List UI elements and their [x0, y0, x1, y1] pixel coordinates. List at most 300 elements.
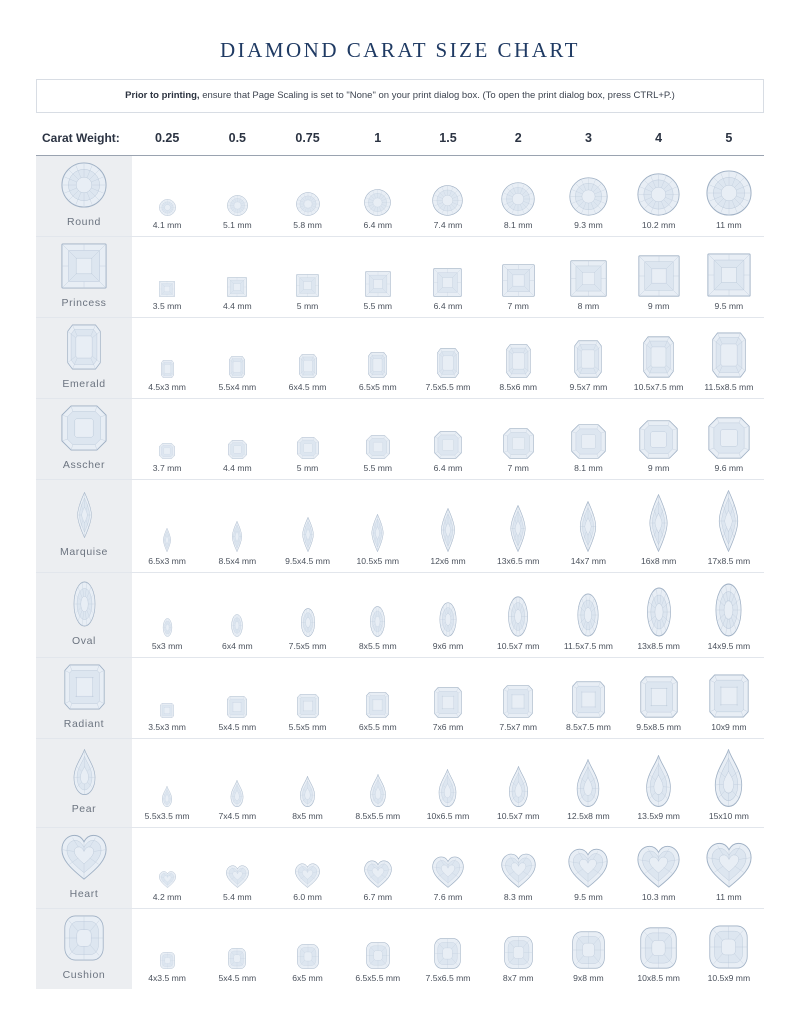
diamond-illustration — [696, 836, 762, 888]
diamond-illustration — [555, 668, 621, 718]
diamond-size-cell — [553, 399, 623, 480]
diamond-illustration — [626, 164, 692, 216]
diamond-illustration — [485, 836, 551, 888]
diamond-illustration — [626, 919, 692, 969]
diamond-dimension-label: 9.5x8.5 mm — [636, 722, 682, 733]
cushion-diamond-icon — [228, 948, 246, 969]
diamond-illustration — [485, 164, 551, 216]
oval-diamond-icon — [642, 587, 676, 637]
diamond-size-cell — [202, 573, 272, 658]
diamond-size-cell — [483, 739, 553, 828]
table-row — [36, 399, 764, 480]
oval-diamond-icon — [367, 606, 388, 637]
diamond-size-cell — [343, 480, 413, 573]
diamond-illustration — [485, 484, 551, 552]
diamond-illustration — [555, 484, 621, 552]
diamond-dimension-label: 6.5x5.5 mm — [355, 973, 401, 984]
diamond-size-cell — [694, 318, 764, 399]
diamond-size-cell — [624, 739, 694, 828]
diamond-illustration — [204, 484, 270, 552]
radiant-diamond-icon — [297, 694, 319, 718]
diamond-illustration — [696, 668, 762, 718]
page-title: DIAMOND CARAT SIZE CHART — [220, 38, 580, 62]
oval-diamond-icon — [298, 608, 318, 637]
diamond-size-cell — [624, 828, 694, 909]
pear-diamond-icon — [641, 755, 676, 807]
diamond-size-cell — [624, 909, 694, 990]
diamond-illustration — [626, 411, 692, 459]
diamond-size-cell — [202, 237, 272, 318]
diamond-dimension-label: 13.5x9 mm — [637, 811, 680, 822]
diamond-dimension-label: 8x5.5 mm — [358, 641, 397, 652]
diamond-illustration — [485, 743, 551, 807]
princess-diamond-icon — [433, 268, 462, 297]
emerald-diamond-icon — [643, 336, 674, 378]
heart-diamond-icon — [159, 871, 176, 888]
diamond-illustration — [555, 411, 621, 459]
diamond-size-cell — [413, 909, 483, 990]
diamond-size-cell — [483, 909, 553, 990]
diamond-size-cell — [132, 909, 202, 990]
shape-cell — [36, 156, 132, 237]
diamond-size-cell — [343, 828, 413, 909]
table-row — [36, 739, 764, 828]
carat-column-header: 4 — [655, 131, 663, 146]
diamond-dimension-label: 6.4 mm — [433, 301, 463, 312]
diamond-illustration — [134, 247, 200, 297]
diamond-illustration — [345, 411, 411, 459]
diamond-illustration — [134, 411, 200, 459]
carat-column-header: 0.25 — [154, 131, 180, 146]
diamond-dimension-label: 9.5 mm — [714, 301, 744, 312]
cushion-diamond-icon — [434, 938, 461, 969]
diamond-illustration — [274, 668, 340, 718]
diamond-dimension-label: 13x6.5 mm — [496, 556, 540, 567]
round-diamond-icon — [569, 177, 608, 216]
shape-name-label: Princess — [61, 297, 107, 310]
diamond-illustration — [345, 668, 411, 718]
diamond-dimension-label: 10.5x7 mm — [496, 641, 540, 652]
diamond-dimension-label: 11.5x7.5 mm — [563, 641, 613, 652]
diamond-dimension-label: 4.2 mm — [152, 892, 182, 903]
diamond-size-cell — [694, 909, 764, 990]
princess-diamond-icon — [707, 253, 751, 297]
diamond-size-cell — [343, 909, 413, 990]
diamond-size-cell — [413, 156, 483, 237]
diamond-illustration — [345, 326, 411, 378]
diamond-dimension-label: 8.5x6 mm — [499, 382, 538, 393]
pear-diamond-icon — [435, 769, 460, 807]
diamond-dimension-label: 9 mm — [647, 301, 670, 312]
diamond-illustration — [134, 326, 200, 378]
diamond-dimension-label: 6x5.5 mm — [358, 722, 397, 733]
diamond-dimension-label: 7.5x5 mm — [288, 641, 327, 652]
princess-diamond-icon — [638, 255, 680, 297]
round-diamond-icon — [432, 185, 463, 216]
table-body — [36, 156, 764, 990]
diamond-dimension-label: 6.4 mm — [363, 220, 393, 231]
princess-diamond-icon — [159, 281, 175, 297]
oval-diamond-icon — [710, 583, 747, 637]
diamond-dimension-label: 6x4.5 mm — [288, 382, 327, 393]
diamond-illustration — [626, 326, 692, 378]
diamond-size-cell — [272, 318, 342, 399]
diamond-illustration — [415, 326, 481, 378]
diamond-size-cell — [202, 318, 272, 399]
radiant-diamond-icon — [709, 674, 749, 718]
oval-diamond-icon — [504, 596, 532, 637]
diamond-illustration — [485, 577, 551, 637]
diamond-dimension-label: 5.4 mm — [223, 892, 252, 903]
diamond-dimension-label: 5x3 mm — [151, 641, 183, 652]
asscher-diamond-icon — [571, 424, 606, 459]
diamond-size-cell — [343, 318, 413, 399]
shape-name-label: Oval — [72, 635, 96, 648]
diamond-dimension-label: 5.5x3.5 mm — [144, 811, 190, 822]
diamond-dimension-label: 9.6 mm — [714, 463, 744, 474]
diamond-dimension-label: 4.1 mm — [152, 220, 182, 231]
diamond-size-cell — [413, 399, 483, 480]
radiant-diamond-icon — [160, 703, 174, 718]
diamond-size-cell — [694, 480, 764, 573]
asscher-diamond-icon — [434, 431, 462, 459]
diamond-size-cell — [483, 480, 553, 573]
diamond-illustration — [626, 743, 692, 807]
diamond-size-cell — [483, 399, 553, 480]
heart-diamond-icon — [568, 848, 608, 888]
carat-size-table — [36, 127, 764, 989]
cushion-diamond-icon — [709, 925, 748, 969]
diamond-dimension-label: 8x5 mm — [292, 811, 323, 822]
cushion-diamond-icon — [160, 952, 175, 969]
diamond-dimension-label: 10.5x5 mm — [356, 556, 400, 567]
diamond-illustration — [555, 164, 621, 216]
diamond-size-cell — [553, 573, 623, 658]
shape-cell — [36, 399, 132, 480]
marquise-diamond-icon — [368, 514, 387, 552]
princess-diamond-icon — [227, 277, 247, 297]
princess-diamond-icon — [365, 271, 391, 297]
diamond-dimension-label: 9 mm — [647, 463, 670, 474]
diamond-size-cell — [272, 739, 342, 828]
diamond-size-cell — [202, 399, 272, 480]
diamond-size-cell — [343, 156, 413, 237]
shape-cell — [36, 573, 132, 658]
diamond-illustration — [134, 919, 200, 969]
diamond-illustration — [415, 836, 481, 888]
radiant-diamond-icon — [366, 692, 389, 718]
diamond-illustration — [274, 411, 340, 459]
diamond-illustration — [274, 836, 340, 888]
table-header-row — [36, 127, 764, 156]
diamond-size-cell — [624, 318, 694, 399]
emerald-diamond-icon — [368, 352, 387, 378]
diamond-dimension-label: 9.5x4.5 mm — [285, 556, 330, 567]
table-row — [36, 237, 764, 318]
diamond-illustration — [696, 484, 762, 552]
marquise-diamond-icon — [575, 501, 601, 552]
diamond-illustration — [274, 247, 340, 297]
marquise-diamond-icon — [229, 521, 245, 552]
diamond-illustration — [555, 919, 621, 969]
diamond-illustration — [204, 164, 270, 216]
diamond-illustration — [485, 411, 551, 459]
diamond-dimension-label: 17x8.5 mm — [707, 556, 751, 567]
cushion-diamond-icon — [64, 915, 104, 961]
diamond-illustration — [415, 411, 481, 459]
diamond-dimension-label: 7.5x7 mm — [499, 722, 538, 733]
diamond-dimension-label: 11.5x8.5 mm — [704, 382, 754, 393]
diamond-illustration — [415, 577, 481, 637]
diamond-dimension-label: 10.2 mm — [641, 220, 676, 231]
diamond-illustration — [204, 247, 270, 297]
diamond-dimension-label: 9.5x7 mm — [569, 382, 608, 393]
diamond-illustration — [555, 836, 621, 888]
cushion-diamond-icon — [572, 931, 605, 969]
diamond-size-cell — [413, 828, 483, 909]
radiant-diamond-icon — [572, 681, 605, 718]
diamond-size-cell — [272, 480, 342, 573]
diamond-dimension-label: 4x3.5 mm — [148, 973, 186, 984]
diamond-dimension-label: 7 mm — [507, 463, 529, 474]
diamond-dimension-label: 6.0 mm — [293, 892, 322, 903]
cushion-diamond-icon — [366, 942, 390, 969]
diamond-illustration — [345, 577, 411, 637]
diamond-dimension-label: 10x9 mm — [711, 722, 747, 733]
table-row — [36, 480, 764, 573]
heart-diamond-icon — [295, 863, 320, 888]
diamond-dimension-label: 5.1 mm — [223, 220, 252, 231]
diamond-size-cell — [343, 399, 413, 480]
diamond-size-cell — [483, 573, 553, 658]
diamond-size-cell — [553, 828, 623, 909]
diamond-size-cell — [694, 237, 764, 318]
diamond-illustration — [415, 743, 481, 807]
diamond-size-cell — [694, 739, 764, 828]
diamond-illustration — [626, 577, 692, 637]
diamond-illustration — [555, 743, 621, 807]
diamond-dimension-label: 15x10 mm — [708, 811, 749, 822]
diamond-illustration — [485, 668, 551, 718]
emerald-diamond-icon — [437, 348, 459, 378]
asscher-diamond-icon — [159, 443, 175, 459]
diamond-illustration — [415, 919, 481, 969]
oval-diamond-icon — [69, 581, 100, 627]
diamond-size-cell — [202, 480, 272, 573]
diamond-size-cell — [343, 237, 413, 318]
diamond-dimension-label: 8.3 mm — [503, 892, 533, 903]
diamond-size-cell — [343, 658, 413, 739]
diamond-dimension-label: 6.7 mm — [363, 892, 393, 903]
round-diamond-icon — [501, 182, 535, 216]
round-diamond-icon — [159, 199, 176, 216]
diamond-size-cell — [202, 658, 272, 739]
shape-cell — [36, 909, 132, 990]
emerald-diamond-icon — [506, 344, 531, 378]
diamond-illustration — [204, 668, 270, 718]
shape-cell — [36, 318, 132, 399]
diamond-size-cell — [483, 237, 553, 318]
diamond-size-cell — [132, 237, 202, 318]
diamond-size-cell — [132, 828, 202, 909]
diamond-illustration — [415, 484, 481, 552]
shape-name-label: Round — [67, 216, 101, 229]
diamond-size-cell — [483, 156, 553, 237]
asscher-diamond-icon — [639, 420, 678, 459]
diamond-size-cell — [413, 658, 483, 739]
diamond-illustration — [696, 326, 762, 378]
print-notice — [36, 79, 764, 113]
diamond-illustration — [696, 577, 762, 637]
diamond-dimension-label: 11 mm — [716, 220, 742, 231]
cushion-diamond-icon — [297, 944, 319, 969]
marquise-diamond-icon — [713, 490, 744, 552]
pear-diamond-icon — [505, 766, 532, 807]
shape-name-label: Heart — [69, 888, 99, 901]
round-diamond-icon — [296, 192, 320, 216]
heart-diamond-icon — [501, 853, 536, 888]
diamond-illustration — [696, 743, 762, 807]
diamond-illustration — [485, 919, 551, 969]
diamond-illustration — [626, 836, 692, 888]
diamond-illustration — [696, 411, 762, 459]
asscher-diamond-icon — [708, 417, 750, 459]
carat-column-header: 3 — [584, 131, 592, 146]
diamond-illustration — [555, 577, 621, 637]
carat-column-header: 1 — [374, 131, 382, 146]
diamond-dimension-label: 7.5x6.5 mm — [425, 973, 471, 984]
diamond-dimension-label: 7x6 mm — [432, 722, 464, 733]
diamond-dimension-label: 6.5x3 mm — [148, 556, 186, 567]
diamond-size-cell — [694, 828, 764, 909]
asscher-diamond-icon — [228, 440, 247, 459]
diamond-dimension-label: 13x8.5 mm — [637, 641, 680, 652]
diamond-size-cell — [553, 739, 623, 828]
pear-diamond-icon — [160, 786, 174, 807]
diamond-size-cell — [272, 237, 342, 318]
diamond-size-cell — [624, 156, 694, 237]
diamond-size-cell — [272, 658, 342, 739]
round-diamond-icon — [637, 173, 680, 216]
diamond-dimension-label: 6x5 mm — [292, 973, 323, 984]
diamond-dimension-label: 8.5x4 mm — [218, 556, 257, 567]
marquise-diamond-icon — [161, 528, 173, 552]
asscher-diamond-icon — [61, 405, 107, 451]
diamond-illustration — [415, 668, 481, 718]
diamond-size-cell — [694, 573, 764, 658]
diamond-size-cell — [343, 573, 413, 658]
diamond-size-cell — [624, 658, 694, 739]
emerald-diamond-icon — [229, 356, 245, 378]
carat-column-header: 2 — [514, 131, 522, 146]
table-header — [36, 127, 764, 156]
carat-column-header: 0.5 — [228, 131, 247, 146]
diamond-dimension-label: 5.5x4 mm — [218, 382, 257, 393]
diamond-dimension-label: 8 mm — [577, 301, 600, 312]
diamond-illustration — [274, 577, 340, 637]
asscher-diamond-icon — [503, 428, 534, 459]
diamond-size-cell — [483, 828, 553, 909]
heart-diamond-icon — [637, 845, 680, 888]
diamond-dimension-label: 14x7 mm — [570, 556, 607, 567]
diamond-dimension-label: 10.5x7 mm — [496, 811, 540, 822]
diamond-dimension-label: 7.5x5.5 mm — [425, 382, 471, 393]
diamond-dimension-label: 9.3 mm — [574, 220, 603, 231]
diamond-dimension-label: 5.5 mm — [363, 301, 393, 312]
diamond-size-cell — [553, 480, 623, 573]
table-row — [36, 658, 764, 739]
diamond-illustration — [204, 919, 270, 969]
carat-weight-header: Carat Weight: — [42, 131, 120, 146]
diamond-illustration — [134, 836, 200, 888]
diamond-size-cell — [202, 739, 272, 828]
diamond-dimension-label: 5 mm — [296, 463, 319, 474]
diamond-illustration — [204, 836, 270, 888]
carat-column-header: 1.5 — [439, 131, 457, 146]
marquise-diamond-icon — [73, 492, 96, 538]
radiant-diamond-icon — [227, 696, 247, 718]
diamond-illustration — [626, 484, 692, 552]
diamond-illustration — [555, 247, 621, 297]
marquise-diamond-icon — [644, 494, 673, 552]
diamond-illustration — [134, 668, 200, 718]
shape-cell — [36, 237, 132, 318]
radiant-diamond-icon — [503, 685, 533, 718]
diamond-dimension-label: 12.5x8 mm — [567, 811, 610, 822]
diamond-illustration — [485, 326, 551, 378]
marquise-diamond-icon — [437, 508, 459, 552]
diamond-dimension-label: 7.6 mm — [433, 892, 463, 903]
diamond-size-cell — [132, 399, 202, 480]
diamond-size-cell — [132, 573, 202, 658]
emerald-diamond-icon — [299, 354, 317, 378]
round-diamond-icon — [706, 170, 752, 216]
diamond-illustration — [345, 919, 411, 969]
table-row — [36, 573, 764, 658]
diamond-illustration — [415, 164, 481, 216]
oval-diamond-icon — [436, 602, 460, 637]
asscher-diamond-icon — [297, 437, 319, 459]
diamond-size-cell — [483, 658, 553, 739]
shape-name-label: Marquise — [60, 546, 108, 559]
diamond-size-cell — [413, 573, 483, 658]
diamond-dimension-label: 8.1 mm — [503, 220, 533, 231]
pear-diamond-icon — [297, 776, 318, 807]
diamond-dimension-label: 10x6.5 mm — [426, 811, 470, 822]
diamond-size-cell — [413, 480, 483, 573]
diamond-illustration — [274, 484, 340, 552]
diamond-illustration — [274, 919, 340, 969]
diamond-size-cell — [132, 658, 202, 739]
diamond-dimension-label: 5.5 mm — [363, 463, 393, 474]
diamond-size-cell — [694, 156, 764, 237]
diamond-size-cell — [624, 237, 694, 318]
diamond-size-cell — [553, 237, 623, 318]
diamond-size-cell — [553, 909, 623, 990]
heart-diamond-icon — [364, 860, 392, 888]
radiant-diamond-icon — [64, 664, 105, 710]
diamond-illustration — [696, 919, 762, 969]
diamond-dimension-label: 10x8.5 mm — [637, 973, 680, 984]
diamond-illustration — [134, 484, 200, 552]
emerald-diamond-icon — [712, 332, 746, 378]
diamond-dimension-label: 3.5x3 mm — [148, 722, 186, 733]
diamond-illustration — [345, 484, 411, 552]
diamond-dimension-label: 8.5x5.5 mm — [355, 811, 401, 822]
diamond-size-cell — [553, 318, 623, 399]
princess-diamond-icon — [502, 264, 535, 297]
diamond-illustration — [415, 247, 481, 297]
